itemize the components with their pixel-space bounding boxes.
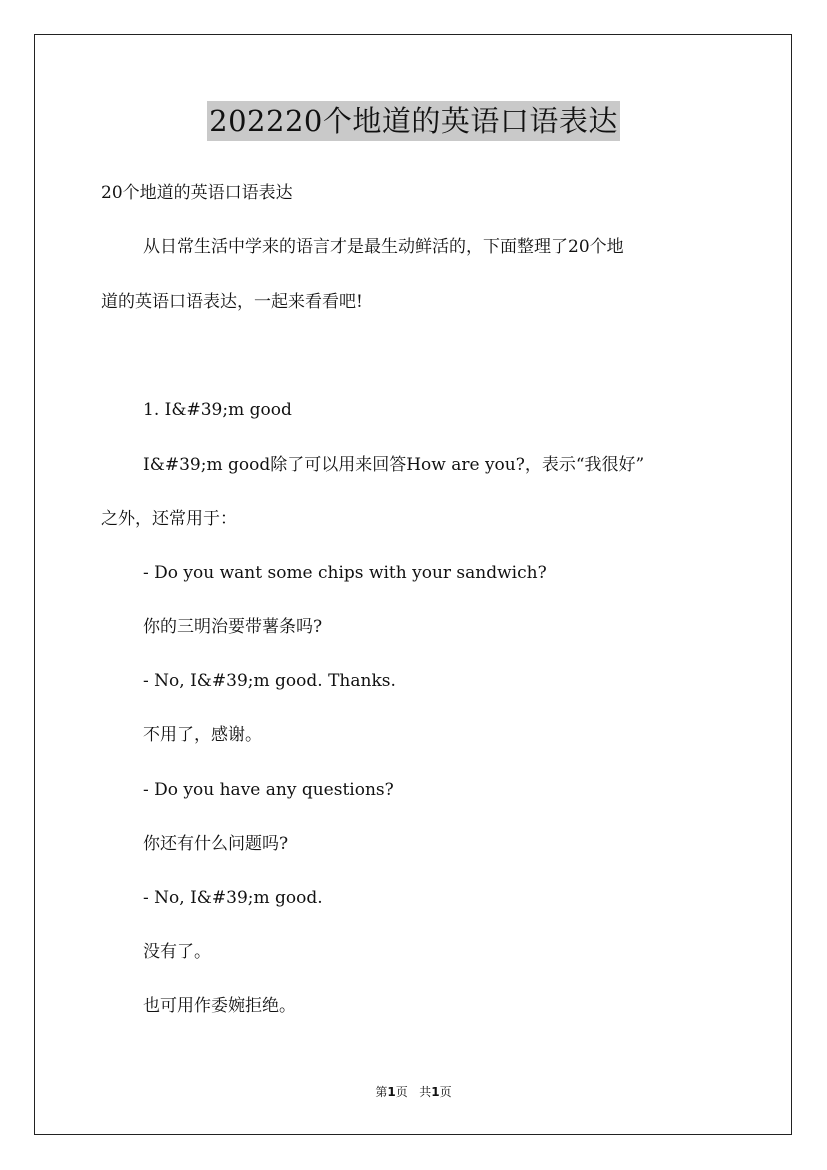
section-heading: 1. I&#39;m good — [143, 400, 292, 420]
example-line-7: - No, I&#39;m good. — [143, 888, 323, 908]
example-line-5: - Do you have any questions? — [143, 780, 394, 800]
footer-total-number: 1 — [431, 1085, 440, 1099]
title-wrap — [0, 101, 827, 141]
document-title: 202220个地道的英语口语表达 — [207, 101, 620, 141]
intro-line-2: 道的英语口语表达，一起来看看吧! — [101, 292, 363, 312]
example-line-4: 不用了，感谢。 — [143, 725, 262, 745]
example-line-1: - Do you want some chips with your sandwich? — [143, 563, 547, 583]
intro-line-1: 从日常生活中学来的语言才是最生动鲜活的，下面整理了20个地 — [143, 237, 624, 257]
footer-page-number: 1 — [387, 1085, 396, 1099]
closing-line: 也可用作委婉拒绝。 — [143, 996, 296, 1016]
footer-total-suffix: 页 — [439, 1085, 452, 1099]
example-line-6: 你还有什么问题吗? — [143, 834, 289, 854]
example-line-2: 你的三明治要带薯条吗? — [143, 617, 323, 637]
footer-page-prefix: 第 — [375, 1085, 388, 1099]
footer-total-prefix: 共 — [419, 1085, 432, 1099]
body-line-2: 之外，还常用于： — [101, 509, 237, 529]
footer-page-suffix: 页 — [395, 1085, 408, 1099]
page-footer — [0, 1083, 827, 1100]
subtitle-line: 20个地道的英语口语表达 — [101, 183, 293, 203]
example-line-8: 没有了。 — [143, 942, 211, 962]
example-line-3: - No, I&#39;m good. Thanks. — [143, 671, 396, 691]
body-line-1: I&#39;m good除了可以用来回答How are you?，表示“我很好” — [143, 455, 645, 475]
